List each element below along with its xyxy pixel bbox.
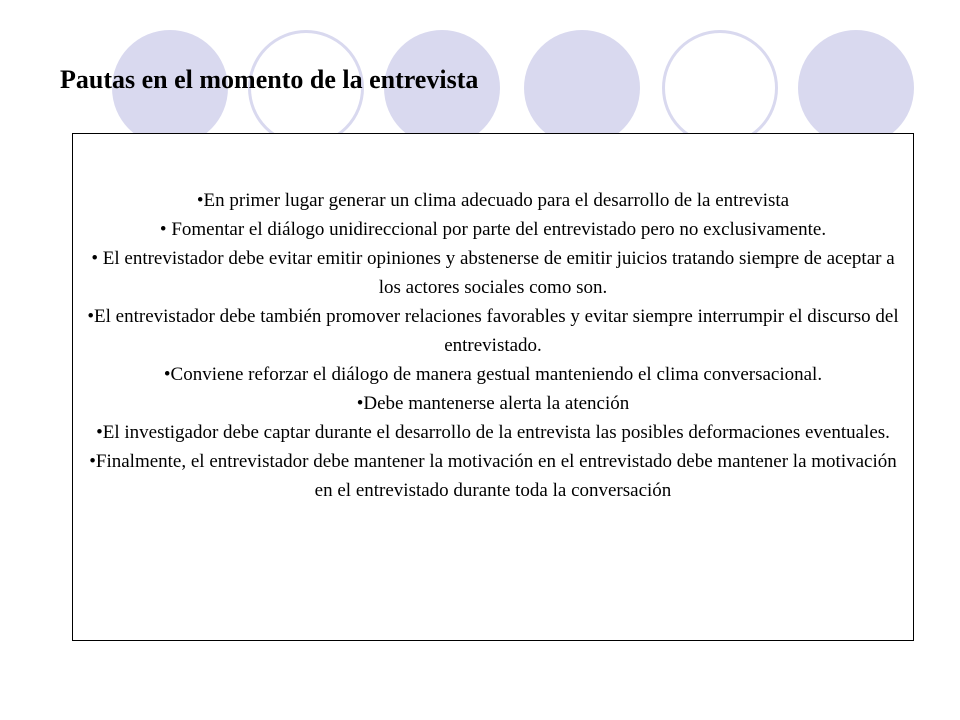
bullet-item-2: • Fomentar el diálogo unidireccional por parte del entrevistado pero no exclusivamente. xyxy=(159,219,827,240)
bullet-item-5: •Conviene reforzar el diálogo de manera gestual manteniendo el clima conversacional. xyxy=(163,364,823,385)
decorative-circle-5 xyxy=(662,30,778,146)
bullet-item-4: •El entrevistador debe también promover relaciones favorables y evitar siempre interrumpir el discurso del entrevistado. xyxy=(87,306,899,356)
decorative-circle-4 xyxy=(524,30,640,146)
bullet-list xyxy=(83,186,903,505)
bullet-item-3: • El entrevistador debe evitar emitir opiniones y abstenerse de emitir juicios tratando siempre de aceptar a los actores sociales como son. xyxy=(91,248,895,298)
slide-title: Pautas en el momento de la entrevista xyxy=(60,65,479,94)
bullet-item-1: •En primer lugar generar un clima adecuado para el desarrollo de la entrevista xyxy=(196,190,790,211)
content-box xyxy=(72,133,914,641)
bullet-item-7: •El investigador debe captar durante el desarrollo de la entrevista las posibles deformaciones eventuales. xyxy=(96,422,890,443)
bullet-item-6: •Debe mantenerse alerta la atención xyxy=(356,393,630,414)
bullet-item-8: •Finalmente, el entrevistador debe mantener la motivación en el entrevistado debe mantener la motivación en el entrevistado durante toda la conversación xyxy=(89,451,897,501)
decorative-circle-6 xyxy=(798,30,914,146)
